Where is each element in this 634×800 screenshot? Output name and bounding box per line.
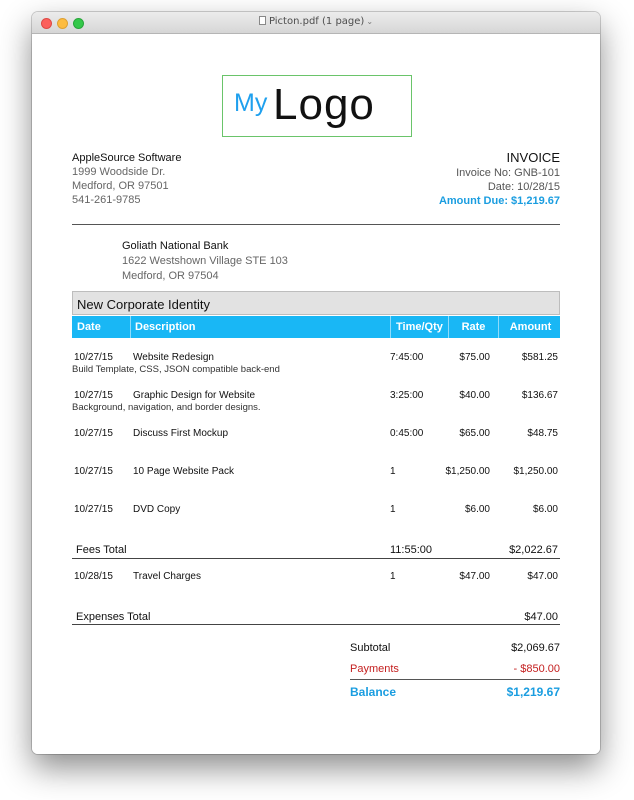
logo-my-text: My bbox=[234, 89, 268, 117]
row-detail: Background, navigation, and border designs. bbox=[72, 402, 261, 413]
row-description: DVD Copy bbox=[133, 504, 181, 515]
expenses-total-row bbox=[72, 611, 560, 625]
table-row bbox=[72, 352, 560, 378]
header-amount: Amount bbox=[498, 316, 562, 338]
invoice-meta bbox=[439, 151, 560, 208]
expenses-total-amount: $47.00 bbox=[524, 611, 558, 623]
table-row bbox=[72, 504, 560, 530]
sender-address bbox=[72, 151, 181, 207]
invoice-number: Invoice No: GNB-101 bbox=[456, 167, 560, 179]
invoice-title: INVOICE bbox=[506, 150, 560, 165]
fees-total-qty: 11:55:00 bbox=[390, 544, 433, 556]
client-address-line-1: 1622 Westshown Village STE 103 bbox=[122, 255, 288, 267]
row-time-qty: 1 bbox=[390, 466, 396, 477]
client-name: Goliath National Bank bbox=[122, 240, 229, 252]
row-time-qty: 0:45:00 bbox=[390, 428, 424, 439]
fees-total-row bbox=[72, 544, 560, 558]
expenses-total-label: Expenses Total bbox=[76, 611, 151, 623]
row-description: 10 Page Website Pack bbox=[133, 466, 234, 477]
row-rate: $1,250.00 bbox=[445, 466, 490, 477]
fees-total-amount: $2,022.67 bbox=[509, 544, 558, 556]
header-time-qty: Time/Qty bbox=[390, 316, 448, 338]
fees-total-label: Fees Total bbox=[76, 544, 127, 556]
window-title-area[interactable] bbox=[32, 16, 600, 27]
balance-value: $1,219.67 bbox=[506, 685, 560, 699]
row-time-qty: 7:45:00 bbox=[390, 352, 424, 363]
row-amount: $136.67 bbox=[521, 390, 558, 401]
window-title: Picton.pdf (1 page) bbox=[268, 16, 365, 27]
row-detail: Build Template, CSS, JSON compatible back-end bbox=[72, 364, 280, 375]
client-address bbox=[122, 239, 288, 284]
header-date: Date bbox=[77, 321, 101, 333]
row-rate: $75.00 bbox=[459, 352, 490, 363]
table-row bbox=[72, 390, 560, 416]
row-date: 10/27/15 bbox=[74, 504, 113, 515]
company-logo bbox=[222, 75, 412, 137]
row-date: 10/27/15 bbox=[74, 352, 113, 363]
fees-total-divider bbox=[72, 558, 560, 559]
header-rate: Rate bbox=[448, 316, 498, 338]
balance-row bbox=[350, 685, 560, 701]
table-header bbox=[72, 316, 560, 338]
row-rate: $65.00 bbox=[459, 428, 490, 439]
header-divider bbox=[72, 224, 560, 225]
subtotal-label: Subtotal bbox=[350, 642, 391, 654]
title-bar[interactable] bbox=[32, 12, 600, 34]
company-name: AppleSource Software bbox=[72, 152, 182, 164]
payments-label: Payments bbox=[350, 663, 399, 675]
row-rate: $47.00 bbox=[459, 571, 490, 582]
row-time-qty: 3:25:00 bbox=[390, 390, 424, 401]
row-amount: $581.25 bbox=[521, 352, 558, 363]
row-amount: $47.00 bbox=[527, 571, 558, 582]
client-address-line-2: Medford, OR 97504 bbox=[122, 270, 219, 282]
pdf-window bbox=[32, 12, 600, 754]
company-address-line-2: Medford, OR 97501 bbox=[72, 180, 169, 192]
row-time-qty: 1 bbox=[390, 504, 396, 515]
table-row bbox=[72, 466, 560, 492]
row-rate: $40.00 bbox=[459, 390, 490, 401]
row-time-qty: 1 bbox=[390, 571, 396, 582]
invoice-date: Date: 10/28/15 bbox=[487, 181, 560, 193]
row-date: 10/28/15 bbox=[74, 571, 113, 582]
subtotal-value: $2,069.67 bbox=[511, 642, 560, 654]
row-date: 10/27/15 bbox=[74, 428, 113, 439]
row-date: 10/27/15 bbox=[74, 466, 113, 477]
row-amount: $1,250.00 bbox=[513, 466, 558, 477]
payments-value: - $850.00 bbox=[513, 663, 560, 675]
row-description: Discuss First Mockup bbox=[133, 428, 229, 439]
project-title: New Corporate Identity bbox=[72, 291, 560, 315]
table-row bbox=[72, 571, 560, 597]
pdf-page bbox=[32, 35, 600, 754]
row-description: Website Redesign bbox=[133, 352, 214, 363]
row-rate: $6.00 bbox=[464, 504, 490, 515]
company-phone: 541-261-9785 bbox=[72, 194, 141, 206]
expenses-total-divider bbox=[72, 624, 560, 625]
payments-row bbox=[350, 663, 560, 677]
balance-label: Balance bbox=[350, 685, 397, 699]
row-date: 10/27/15 bbox=[74, 390, 113, 401]
subtotal-row bbox=[350, 642, 560, 656]
document-icon bbox=[259, 16, 266, 25]
amount-due: Amount Due: $1,219.67 bbox=[438, 195, 560, 207]
chevron-down-icon[interactable]: ⌄ bbox=[366, 17, 374, 26]
table-row bbox=[72, 428, 560, 454]
summary-divider bbox=[350, 679, 560, 680]
header-description: Description bbox=[130, 316, 196, 338]
row-amount: $6.00 bbox=[532, 504, 558, 515]
logo-word-text: Logo bbox=[273, 80, 375, 129]
row-amount: $48.75 bbox=[527, 428, 558, 439]
company-address-line-1: 1999 Woodside Dr. bbox=[72, 166, 166, 178]
row-description: Travel Charges bbox=[133, 571, 201, 582]
row-description: Graphic Design for Website bbox=[133, 390, 256, 401]
